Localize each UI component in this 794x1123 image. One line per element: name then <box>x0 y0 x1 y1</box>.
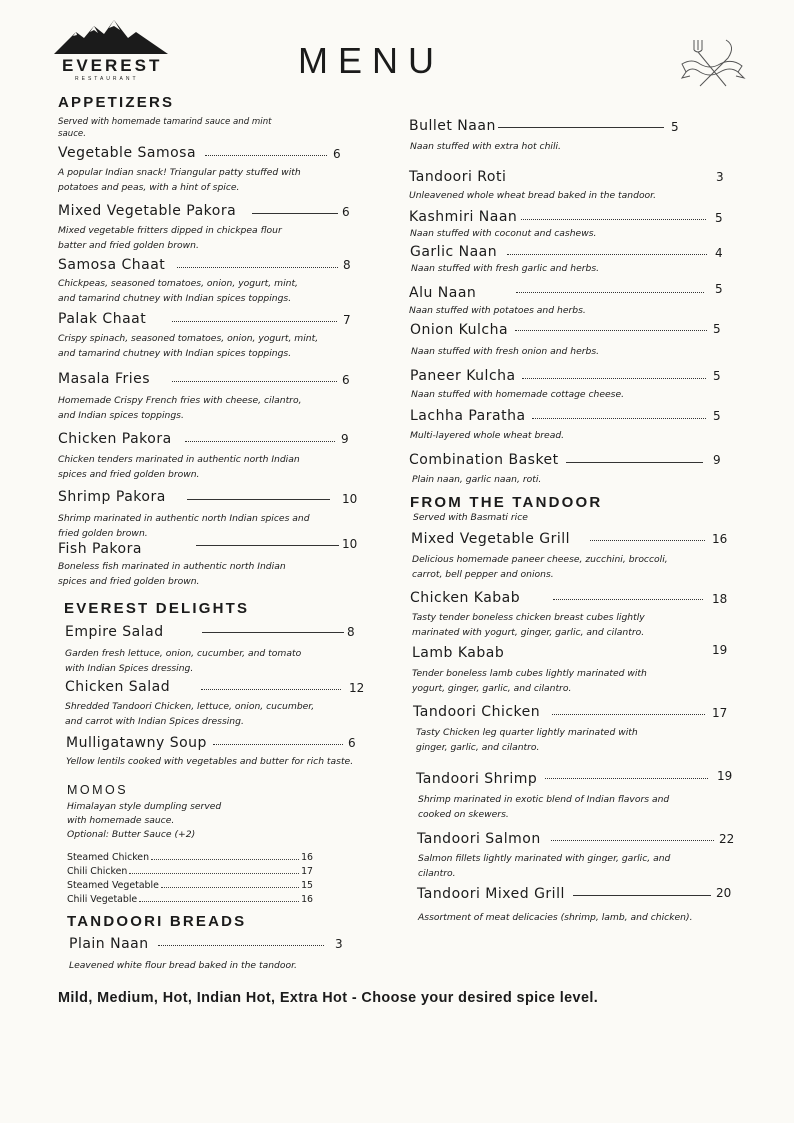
desc-line: Naan stuffed with coconut and cashews. <box>410 228 597 239</box>
brand-subtitle: RESTAURANT <box>75 76 139 82</box>
desc-line: and carrot with Indian Spices dressing. <box>65 715 244 727</box>
momo-name: Chili Chicken <box>67 866 128 877</box>
list-item <box>67 892 313 906</box>
momo-name: Steamed Vegetable <box>67 880 159 891</box>
item-desc <box>411 345 599 360</box>
item-desc <box>58 453 300 482</box>
item-desc <box>412 611 645 640</box>
item-desc <box>410 227 596 242</box>
leader-line <box>498 127 664 128</box>
section-title-delights: EVEREST DELIGHTS <box>64 600 250 617</box>
item-desc <box>58 277 298 306</box>
section-title-momos: MOMOS <box>67 783 129 797</box>
item-price: 3 <box>335 937 343 951</box>
item-name: Mixed Vegetable Grill <box>411 531 571 547</box>
item-desc <box>412 473 541 488</box>
desc-line: marinated with yogurt, ginger, garlic, and cilantro. <box>412 626 645 638</box>
item-price: 22 <box>719 832 735 846</box>
desc-line: Optional: Butter Sauce (+2) <box>67 829 196 840</box>
item-desc <box>58 394 302 423</box>
item-name: Shrimp Pakora <box>58 489 166 505</box>
desc-line: yogurt, ginger, garlic, and cilantro. <box>412 682 572 694</box>
leader-dots <box>521 219 706 220</box>
leader-dots <box>177 267 338 268</box>
desc-line: spices and fried golden brown. <box>58 468 200 480</box>
item-desc <box>411 262 599 277</box>
spice-level-note: Mild, Medium, Hot, Indian Hot, Extra Hot - Choose your desired spice level. <box>58 990 599 1006</box>
momo-price: 16 <box>301 894 313 905</box>
item-name: Mulligatawny Soup <box>66 735 207 751</box>
item-price: 6 <box>333 147 341 161</box>
leader-dots <box>507 254 707 255</box>
item-price: 19 <box>717 769 733 783</box>
desc-line: Garden fresh lettuce, onion, cucumber, and tomato <box>65 648 302 659</box>
item-desc <box>410 429 564 444</box>
item-desc <box>418 911 693 926</box>
leader-dots <box>205 155 327 156</box>
item-price: 16 <box>712 532 728 546</box>
desc-line: cilantro. <box>418 867 456 879</box>
desc-line: Boneless fish marinated in authentic north Indian <box>58 561 286 572</box>
leader-line <box>187 499 330 500</box>
item-name: Vegetable Samosa <box>58 145 197 161</box>
desc-line: Tender boneless lamb cubes lightly marinated with <box>412 668 647 679</box>
item-price: 9 <box>341 432 349 446</box>
desc-line: Naan stuffed with extra hot chili. <box>410 141 561 152</box>
item-name: Paneer Kulcha <box>410 368 516 384</box>
desc-line: potatoes and peas, with a hint of spice. <box>58 181 240 193</box>
desc-line: Tasty Chicken leg quarter lightly marinated with <box>416 727 638 738</box>
desc-line: batter and fried golden brown. <box>58 239 199 251</box>
section-title-tandoor: FROM THE TANDOOR <box>410 494 603 511</box>
desc-line: Shredded Tandoori Chicken, lettuce, onion, cucumber, <box>65 701 315 712</box>
item-price: 5 <box>713 409 721 423</box>
list-item <box>67 864 313 878</box>
leader-dots <box>185 441 335 442</box>
desc-line: Homemade Crispy French fries with cheese, cilantro, <box>58 395 302 406</box>
item-desc <box>65 647 301 676</box>
note-line: Served with homemade tamarind sauce and mint <box>58 117 272 127</box>
appetizers-note <box>58 116 272 140</box>
item-name: Combination Basket <box>409 452 559 468</box>
section-title-appetizers: APPETIZERS <box>58 94 175 111</box>
brand-name: EVEREST <box>62 56 163 75</box>
item-name: Lachha Paratha <box>410 408 526 424</box>
desc-line: and Indian spices toppings. <box>58 409 184 421</box>
item-name: Fish Pakora <box>58 541 142 557</box>
item-desc <box>412 667 647 696</box>
item-desc <box>416 726 638 755</box>
desc-line: spices and fried golden brown. <box>58 575 200 587</box>
item-desc <box>58 560 286 589</box>
cutlery-ribbon-icon <box>680 34 746 94</box>
tandoor-note: Served with Basmati rice <box>413 512 528 523</box>
momo-price: 15 <box>301 880 313 891</box>
desc-line: carrot, bell pepper and onions. <box>412 568 554 580</box>
desc-line: Yellow lentils cooked with vegetables and butter for rich taste. <box>66 756 354 767</box>
item-price: 5 <box>713 322 721 336</box>
item-price: 6 <box>342 205 350 219</box>
item-name: Mixed Vegetable Pakora <box>58 203 237 219</box>
desc-line: Crispy spinach, seasoned tomatoes, onion, yogurt, mint, <box>58 333 319 344</box>
item-name: Tandoori Mixed Grill <box>417 886 565 902</box>
item-name: Onion Kulcha <box>410 322 509 338</box>
desc-line: Naan stuffed with potatoes and herbs. <box>409 305 586 316</box>
desc-line: Multi-layered whole wheat bread. <box>410 430 565 441</box>
desc-line: Naan stuffed with homemade cottage cheese. <box>411 389 625 400</box>
desc-line: ginger, garlic, and cilantro. <box>416 741 540 753</box>
item-price: 7 <box>343 313 351 327</box>
item-price: 8 <box>347 625 355 639</box>
item-price: 3 <box>716 170 724 184</box>
leader-dots <box>551 840 714 841</box>
item-desc <box>69 959 297 974</box>
desc-line: Salmon fillets lightly marinated with ginger, garlic, and <box>418 853 671 864</box>
desc-line: Himalayan style dumpling served <box>67 801 222 812</box>
leader-line <box>252 213 338 214</box>
momo-name: Chili Vegetable <box>67 894 138 905</box>
desc-line: and tamarind chutney with Indian spices toppings. <box>58 292 292 304</box>
desc-line: Leavened white flour bread baked in the tandoor. <box>69 960 297 971</box>
desc-line: Tasty tender boneless chicken breast cubes lightly <box>412 612 645 623</box>
item-price: 5 <box>713 369 721 383</box>
item-desc <box>66 755 353 770</box>
leader-dots <box>213 744 343 745</box>
desc-line: Chicken tenders marinated in authentic north Indian <box>58 454 300 465</box>
section-title-breads: TANDOORI BREADS <box>67 913 247 930</box>
leader-line <box>566 462 703 463</box>
list-item <box>67 878 313 892</box>
desc-line: with Indian Spices dressing. <box>65 662 194 674</box>
item-price: 10 <box>342 537 358 551</box>
item-desc <box>409 304 586 319</box>
leader-dots <box>201 689 341 690</box>
leader-dots <box>172 321 337 322</box>
desc-line: Naan stuffed with fresh garlic and herbs. <box>411 263 600 274</box>
desc-line: Delicious homemade paneer cheese, zucchini, broccoli, <box>412 554 668 565</box>
leader-dots <box>552 714 705 715</box>
item-desc <box>418 793 669 822</box>
leader-dots <box>522 378 706 379</box>
item-desc <box>65 700 314 729</box>
desc-line: cooked on skewers. <box>418 808 509 820</box>
desc-line: Unleavened whole wheat bread baked in the tandoor. <box>409 190 657 201</box>
leader-line <box>202 632 344 633</box>
item-name: Samosa Chaat <box>58 257 166 273</box>
item-desc <box>411 388 624 403</box>
desc-line: Plain naan, garlic naan, roti. <box>412 474 542 485</box>
momos-list <box>67 850 313 906</box>
leader-dots <box>172 381 337 382</box>
item-name: Chicken Salad <box>65 679 171 695</box>
item-price: 6 <box>342 373 350 387</box>
desc-line: with homemade sauce. <box>67 815 175 826</box>
leader-line <box>196 545 339 546</box>
momo-price: 17 <box>301 866 313 877</box>
item-desc <box>58 224 282 253</box>
desc-line: Chickpeas, seasoned tomatoes, onion, yogurt, mint, <box>58 278 298 289</box>
item-price: 12 <box>349 681 365 695</box>
momo-price: 16 <box>301 852 313 863</box>
leader-dots <box>532 418 706 419</box>
desc-line: Shrimp marinated in authentic north Indian spices and <box>58 513 310 524</box>
item-name: Plain Naan <box>69 936 149 952</box>
item-price: 5 <box>715 211 723 225</box>
item-name: Masala Fries <box>58 371 151 387</box>
item-price: 4 <box>715 246 723 260</box>
item-desc <box>58 166 301 195</box>
item-desc <box>412 553 668 582</box>
item-name: Garlic Naan <box>410 244 498 260</box>
note-line: sauce. <box>58 129 86 139</box>
item-name: Chicken Kabab <box>410 590 521 606</box>
item-name: Chicken Pakora <box>58 431 172 447</box>
item-name: Tandoori Shrimp <box>416 771 538 787</box>
desc-line: A popular Indian snack! Triangular patty stuffed with <box>58 167 301 178</box>
leader-dots <box>516 292 704 293</box>
mountain-logo-icon <box>54 18 168 56</box>
item-name: Palak Chaat <box>58 311 147 327</box>
item-price: 5 <box>715 282 723 296</box>
list-item <box>67 850 313 864</box>
item-name: Bullet Naan <box>409 118 496 134</box>
item-price: 19 <box>712 643 728 657</box>
item-price: 17 <box>712 706 728 720</box>
leader-dots <box>553 599 703 600</box>
item-desc <box>409 189 656 204</box>
item-price: 6 <box>348 736 356 750</box>
leader-dots <box>515 330 707 331</box>
item-price: 10 <box>342 492 358 506</box>
item-desc <box>410 140 561 155</box>
momo-name: Steamed Chicken <box>67 852 150 863</box>
desc-line: Assortment of meat delicacies (shrimp, lamb, and chicken). <box>418 912 693 923</box>
item-desc <box>58 332 318 361</box>
leader-dots <box>158 945 324 946</box>
item-name: Lamb Kabab <box>412 645 505 661</box>
desc-line: Shrimp marinated in exotic blend of Indian flavors and <box>418 794 670 805</box>
item-price: 5 <box>671 120 679 134</box>
item-name: Tandoori Chicken <box>413 704 541 720</box>
momos-desc <box>67 800 221 842</box>
item-price: 9 <box>713 453 721 467</box>
leader-line <box>573 895 711 896</box>
desc-line: Mixed vegetable fritters dipped in chickpea flour <box>58 225 282 236</box>
item-price: 20 <box>716 886 732 900</box>
item-price: 18 <box>712 592 728 606</box>
item-price: 8 <box>343 258 351 272</box>
desc-line: Naan stuffed with fresh onion and herbs. <box>411 346 600 357</box>
page-title: MENU <box>298 40 444 81</box>
item-name: Alu Naan <box>409 285 477 301</box>
desc-line: fried golden brown. <box>58 527 148 539</box>
item-desc <box>418 852 670 881</box>
leader-dots <box>545 778 708 779</box>
item-name: Empire Salad <box>65 624 164 640</box>
item-name: Tandoori Salmon <box>417 831 541 847</box>
leader-dots <box>590 540 705 541</box>
item-name: Kashmiri Naan <box>409 209 518 225</box>
item-name: Tandoori Roti <box>409 169 507 185</box>
desc-line: and tamarind chutney with Indian spices toppings. <box>58 347 292 359</box>
item-desc <box>58 512 310 541</box>
